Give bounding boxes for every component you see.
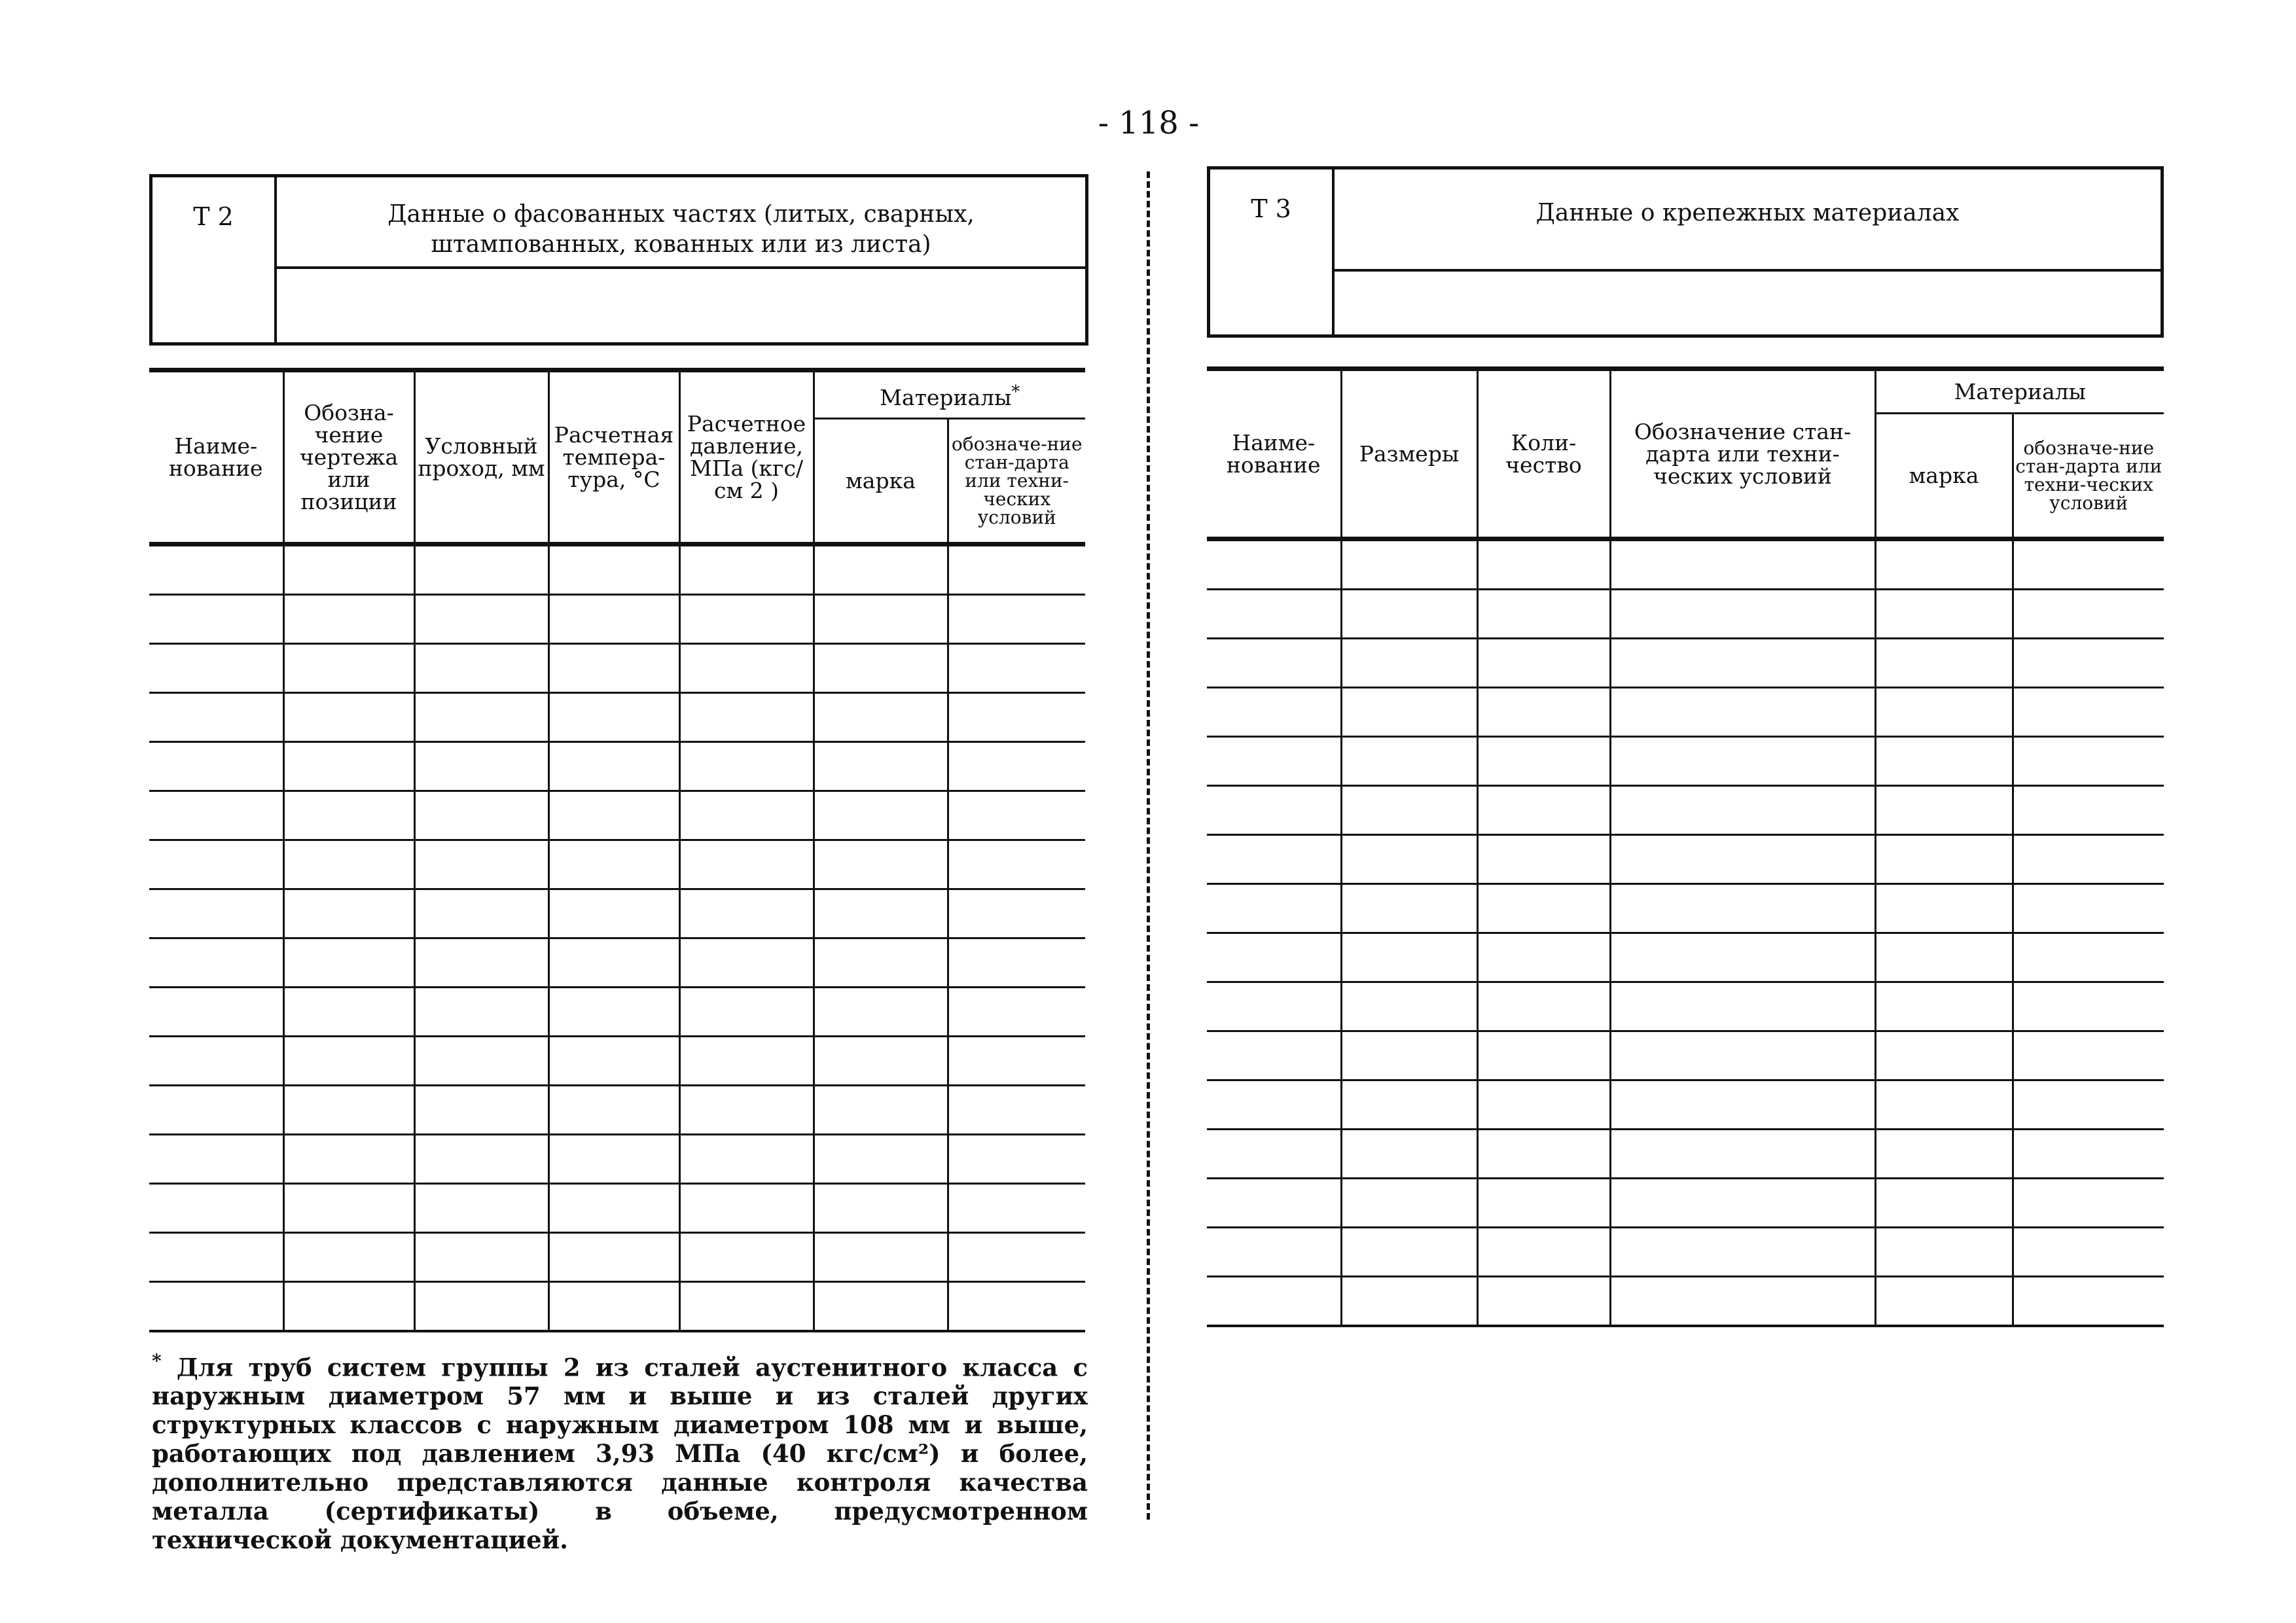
t2-title-box (149, 174, 1088, 346)
t2-row (149, 889, 1085, 938)
t2-row (149, 791, 1085, 840)
t3-row (1207, 539, 2164, 590)
t3-col-standard: обозначе-ние стан-дарта или техни-ческих условий (2013, 414, 2164, 539)
t2-col-name: Наиме-нование (149, 370, 283, 544)
t2-row (149, 544, 1085, 595)
t3-row (1207, 639, 2164, 688)
t2-row (149, 1037, 1085, 1086)
t3-col-standard-spec: Обозначение стан-дарта или техни-ческих условий (1610, 369, 1875, 539)
t3-col-name: Наиме-нование (1207, 369, 1341, 539)
t3-row (1207, 688, 2164, 737)
t2-materials-asterisk: * (1011, 382, 1020, 402)
t3-row (1207, 590, 2164, 639)
t2-row (149, 1233, 1085, 1282)
t3-row (1207, 1031, 2164, 1080)
t2-row (149, 595, 1085, 644)
t3-table (1207, 366, 2164, 1327)
t2-materials-label: Материалы (880, 385, 1012, 410)
t3-col-sizes: Размеры (1341, 369, 1477, 539)
t2-col-standard: обозначе-ние стан-дарта или техни-ческих условий (948, 419, 1085, 544)
footnote-text: Для труб систем группы 2 из сталей аустенитного класса с наружным диаметром 57 мм и выше и из сталей других структурных классов с наружным диаметром 108 мм и выше, работающих под давлением 3,93 МПа (40 кгс/см²) и более, дополнительно представляются данные контроля качества металла (сертификаты) в объеме, предусмотренном технической документацией. (152, 1353, 1088, 1555)
t2-col-materials (814, 370, 1085, 419)
t2-row (149, 644, 1085, 693)
t2-row (149, 1184, 1085, 1233)
t3-row (1207, 786, 2164, 835)
t2-row (149, 693, 1085, 742)
t3-row (1207, 1277, 2164, 1327)
t3-code: Т 3 (1210, 169, 1335, 334)
t2-col-grade: марка (814, 419, 948, 544)
t3-row (1207, 835, 2164, 884)
t3-row (1207, 1130, 2164, 1179)
t3-row (1207, 884, 2164, 933)
t3-title: Данные о крепежных материалах (1335, 169, 2161, 272)
t3-col-quantity: Коли-чество (1477, 369, 1610, 539)
t2-row (149, 1135, 1085, 1184)
t3-row (1207, 1080, 2164, 1130)
t2-table (149, 368, 1085, 1332)
t2-row (149, 1282, 1085, 1332)
t2-col-temperature: Расчетная темпера-тура, °С (548, 370, 679, 544)
t2-row (149, 1086, 1085, 1135)
t3-col-grade: марка (1875, 414, 2013, 539)
t2-row (149, 742, 1085, 791)
t3-row (1207, 982, 2164, 1031)
t2-col-drawing: Обозна-чение чертежа или позиции (283, 370, 414, 544)
page-number: - 118 - (1098, 105, 1200, 141)
t2-footnote (152, 1347, 1088, 1554)
t3-row (1207, 933, 2164, 982)
footnote-mark: * (152, 1350, 162, 1372)
t2-col-pressure: Расчетное давление, МПа (кгс/см 2 ) (679, 370, 814, 544)
t3-col-materials: Материалы (1875, 369, 2164, 414)
center-divider (1147, 171, 1150, 1520)
t3-row (1207, 737, 2164, 786)
t2-row (149, 938, 1085, 988)
t2-col-nominal-bore: Условный проход, мм (414, 370, 548, 544)
t3-row (1207, 1179, 2164, 1228)
t2-row (149, 988, 1085, 1037)
t3-row (1207, 1228, 2164, 1277)
t3-title-box (1207, 166, 2164, 338)
t2-row (149, 840, 1085, 889)
t2-title: Данные о фасованных частях (литых, сварных, штампованных, кованных или из листа) (277, 177, 1085, 269)
t2-code: Т 2 (152, 177, 277, 342)
